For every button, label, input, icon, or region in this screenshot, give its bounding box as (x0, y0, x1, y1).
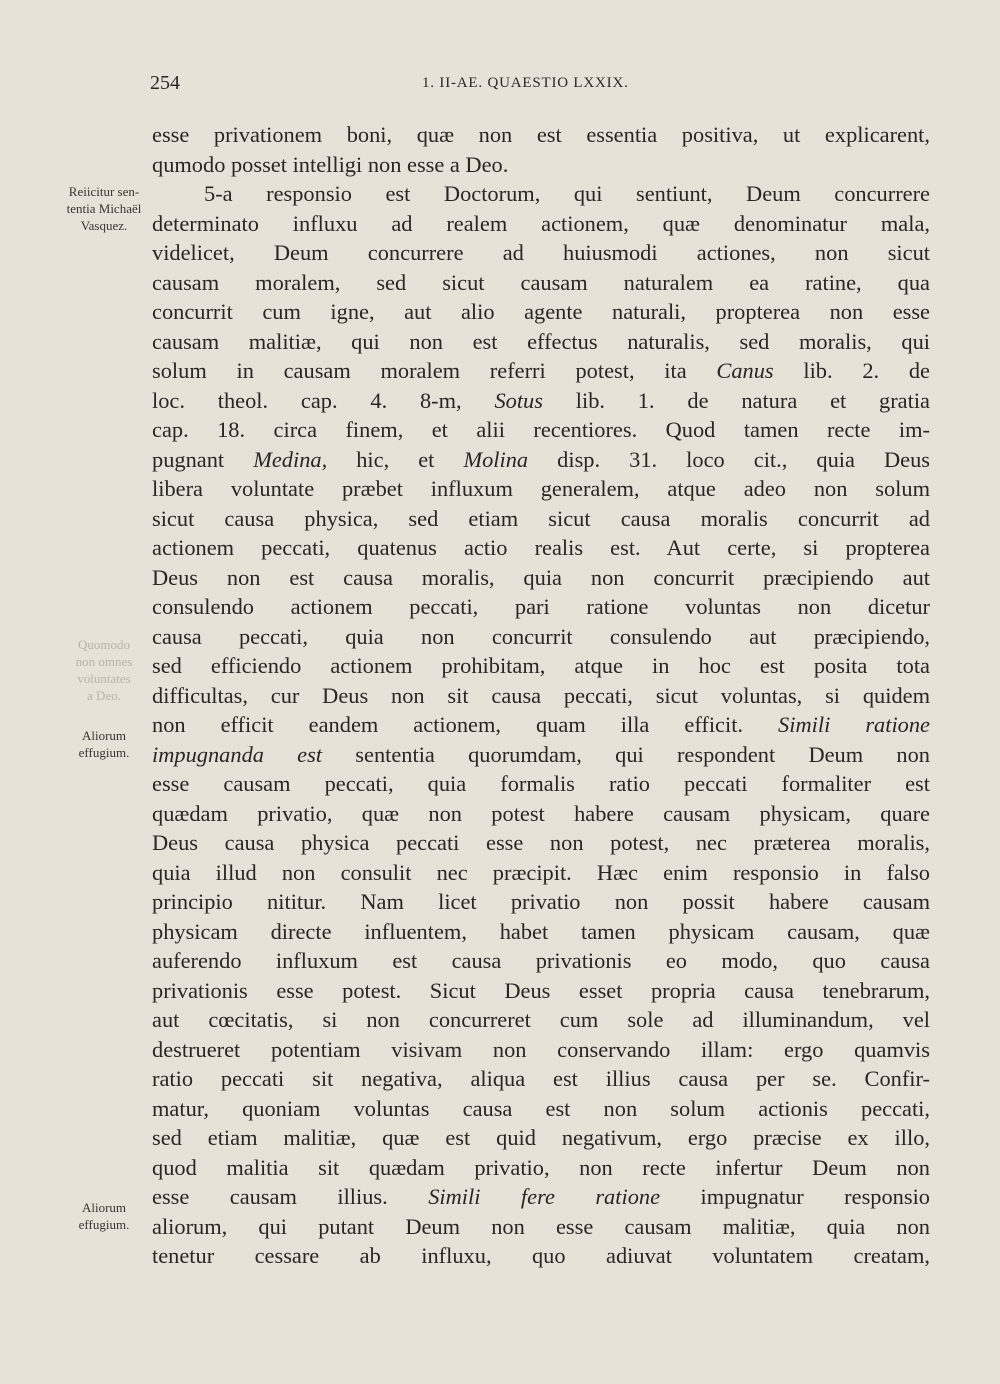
text-line (152, 474, 930, 504)
margin-note-line: Aliorum (81, 1200, 127, 1215)
text-segment: sed etiam malitiæ, quæ est quid negativum, ergo præcise ex illo, (152, 1125, 930, 1150)
text-line (152, 120, 930, 150)
text-segment: principio nititur. Nam licet privatio non possit habere causam (152, 889, 930, 914)
text-segment: aut cœcitatis, si non concurreret cum sole ad illuminandum, vel (152, 1007, 930, 1032)
text-segment: quia illud non consulit nec præcipit. Hæc enim responsio in falso (152, 859, 930, 885)
margin-note-line: a Deo. (87, 688, 121, 703)
italic-text: impugnanda est (152, 741, 323, 767)
text-line (152, 769, 930, 799)
text-line (152, 179, 930, 209)
text-line (152, 1094, 930, 1124)
text-line (152, 445, 930, 475)
italic-text: Sotus (494, 387, 543, 413)
margin-note-line: tentia Michaël (66, 201, 142, 216)
text-line (152, 710, 930, 740)
text-line (152, 946, 930, 976)
text-line (152, 828, 930, 858)
text-line (152, 651, 930, 681)
text-line (152, 592, 930, 622)
text-line (152, 799, 930, 829)
text-line (152, 356, 930, 386)
text-segment: determinato influxu ad realem actionem, quæ denominatur mala, (152, 210, 930, 236)
text-line (152, 268, 930, 298)
text-line (152, 681, 930, 711)
text-segment: pugnant (152, 446, 254, 472)
text-line (152, 209, 930, 239)
text-line (152, 1212, 930, 1242)
text-segment: hic, et (327, 446, 464, 472)
text-segment: lib. 2. de (773, 358, 930, 383)
margin-note-line: voluntates (77, 671, 131, 686)
text-segment: causam malitiæ, qui non est effectus naturalis, sed moralis, qui (152, 328, 930, 354)
text-line (152, 533, 930, 563)
text-segment: sicut causa physica, sed etiam sicut causa moralis concurrit ad (152, 505, 930, 531)
page-number: 254 (150, 72, 180, 94)
text-segment: causam moralem, sed sicut causam naturalem ea ratine, qua (152, 269, 930, 295)
text-segment: aliorum, qui putant Deum non esse causam malitiæ, quia non (152, 1213, 930, 1239)
text-segment: destrueret potentiam visivam non conservando illam: ergo quamvis (152, 1036, 930, 1062)
text-segment: sententia quorumdam, qui respondent Deum non (322, 741, 930, 767)
text-segment: esse privationem boni, quæ non est essentia positiva, ut explicarent, (152, 122, 930, 147)
text-segment: videlicet, Deum concurrere ad huiusmodi actiones, non sicut (152, 240, 930, 265)
text-segment: consulendo actionem peccati, pari ratione voluntas non dicetur (152, 594, 930, 619)
text-line (152, 1182, 930, 1212)
text-segment: cap. 18. circa finem, et alii recentiores. Quod tamen recte im- (152, 417, 930, 442)
text-segment: esse causam illius. (152, 1184, 429, 1209)
margin-note-line: Vasquez. (80, 218, 128, 233)
text-line (152, 150, 930, 180)
text-segment: quædam privatio, quæ non potest habere causam physicam, quare (152, 800, 930, 826)
text-segment: impugnatur responsio (660, 1184, 930, 1209)
text-line (152, 327, 930, 357)
italic-text: Simili fere ratione (428, 1184, 661, 1209)
margin-note-line: effugium. (78, 745, 130, 760)
text-segment: 5-a responsio est Doctorum, qui sentiunt, Deum concurrere (204, 181, 930, 206)
text-segment: privationis esse potest. Sicut Deus esset propria causa tenebrarum, (152, 977, 930, 1003)
text-segment: libera voluntate præbet influxum generalem, atque adeo non solum (152, 476, 930, 501)
text-segment: Deus non est causa moralis, quia non concurrit præcipiendo aut (152, 564, 930, 590)
text-line (152, 386, 930, 416)
running-head: 1. II-AE. QUAESTIO LXXIX. (422, 75, 629, 91)
text-segment: auferendo influxum est causa privationis eo modo, quo causa (152, 948, 930, 973)
text-line (152, 858, 930, 888)
text-line (152, 1153, 930, 1183)
margin-note-line: effugium. (78, 1217, 130, 1232)
text-line (152, 1064, 930, 1094)
text-line (152, 297, 930, 327)
text-segment: difficultas, cur Deus non sit causa peccati, sicut voluntas, si quidem (152, 682, 930, 708)
margin-note-aliorum-effugium-2 (58, 1199, 150, 1233)
text-line (152, 622, 930, 652)
text-line (152, 415, 930, 445)
text-segment: causa peccati, quia non concurrit consulendo aut præcipiendo, (152, 623, 930, 649)
text-line (152, 504, 930, 534)
text-segment: physicam directe influentem, habet tamen physicam causam, quæ (152, 918, 930, 944)
text-segment: tenetur cessare ab influxu, quo adiuvat voluntatem creatam, (152, 1243, 930, 1268)
page-header (150, 72, 930, 102)
text-segment: quod malitia sit quædam privatio, non recte infertur Deum non (152, 1154, 930, 1180)
text-line (152, 1005, 930, 1035)
text-segment: non efficit eandem actionem, quam illa efficit. (152, 712, 779, 737)
margin-note-line: Quomodo (78, 637, 130, 652)
text-segment: Deus causa physica peccati esse non potest, nec præterea moralis, (152, 830, 930, 855)
text-line (152, 1035, 930, 1065)
text-segment: qumodo posset intelligi non esse a Deo. (152, 151, 509, 177)
italic-text: Molina (463, 446, 529, 472)
text-segment: actionem peccati, quatenus actio realis est. Aut certe, si propterea (152, 535, 930, 560)
margin-note-line: non omnes (75, 654, 133, 669)
text-segment: solum in causam moralem referri potest, ita (152, 358, 717, 383)
italic-text: Simili ratione (778, 712, 930, 737)
text-line (152, 887, 930, 917)
text-line (152, 1123, 930, 1153)
text-segment: disp. 31. loco cit., quia Deus (528, 446, 930, 472)
text-segment: ratio peccati sit negativa, aliqua est illius causa per se. Confir- (152, 1066, 930, 1091)
margin-note-vasquez (58, 183, 150, 234)
text-segment: matur, quoniam voluntas causa est non solum actionis peccati, (152, 1095, 930, 1121)
italic-text: Medina, (253, 446, 328, 472)
text-segment: concurrit cum igne, aut alio agente naturali, propterea non esse (152, 299, 930, 324)
text-segment: loc. theol. cap. 4. 8-m, (152, 387, 495, 413)
italic-text: Canus (716, 358, 774, 383)
text-line (152, 563, 930, 593)
text-segment: esse causam peccati, quia formalis ratio peccati formaliter est (152, 771, 930, 796)
text-line (152, 917, 930, 947)
margin-note-line: Reiicitur sen- (68, 184, 140, 199)
text-segment: sed efficiendo actionem prohibitam, atque in hoc est posita tota (152, 653, 930, 678)
text-line (152, 1241, 930, 1271)
text-line (152, 976, 930, 1006)
margin-note-line: Aliorum (81, 728, 127, 743)
text-line (152, 740, 930, 770)
text-line (152, 238, 930, 268)
text-segment: lib. 1. de natura et gratia (542, 387, 930, 413)
margin-note-aliorum-effugium-1 (58, 727, 150, 761)
margin-note-faded (58, 636, 150, 704)
main-text (152, 120, 930, 1271)
